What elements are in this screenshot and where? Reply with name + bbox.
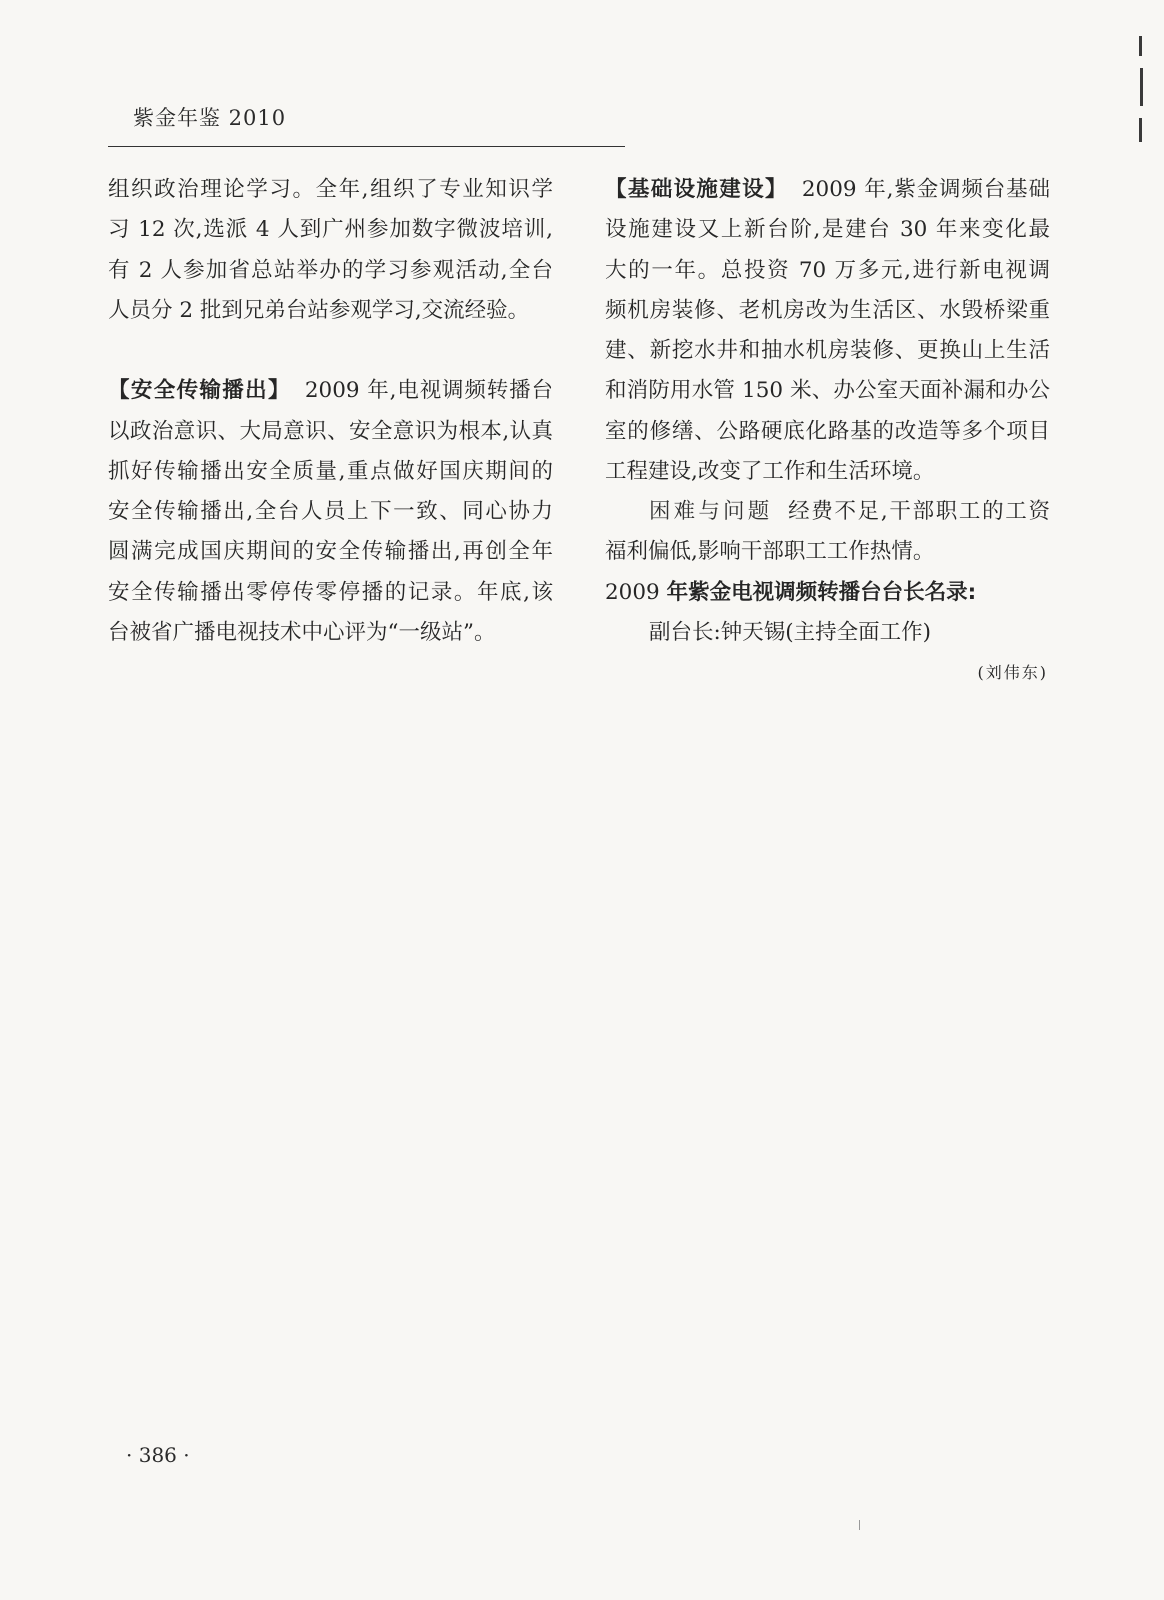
body-line: 台被省广播电视技术中心评为“一级站”。	[108, 619, 496, 645]
roster-title	[605, 573, 1050, 613]
section-heading-problems: 困难与问题	[649, 499, 773, 524]
section-heading-line	[108, 371, 553, 411]
roster-year: 2009	[605, 579, 660, 605]
section-heading-line-text: 2009 年,电视调频转播台	[304, 378, 553, 404]
problems-line-text: 经费不足,干部职工的工资	[786, 499, 1050, 524]
body-line: 安全传输播出零停传零停播的记录。年底,该	[108, 579, 553, 605]
body-line: 建、新挖水井和抽水机房装修、更换山上生活	[605, 338, 1050, 363]
body-line: 组织政治理论学习。全年,组织了专业知识学	[108, 177, 553, 202]
body-line: 人员分 2 批到兄弟台站参观学习,交流经验。	[108, 297, 530, 323]
body-line: 频机房装修、老机房改为生活区、水毁桥梁重	[605, 297, 1050, 323]
body-line: 和消防用水管 150 米、办公室天面补漏和办公	[605, 378, 1050, 404]
scan-edge-mark	[1139, 36, 1142, 56]
roster-entry: 副台长:钟天锡(主持全面工作)	[649, 619, 932, 645]
body-line: 设施建设又上新台阶,是建台 30 年来变化最	[605, 217, 1050, 243]
body-line: 工程建设,改变了工作和生活环境。	[605, 458, 935, 484]
author-credit: (刘伟东)	[977, 663, 1048, 682]
problems-heading-line	[605, 492, 1050, 532]
section-heading-line-text: 2009 年,紫金调频台基础	[801, 177, 1050, 202]
section-heading-safe-transmission: 【安全传输播出】	[108, 378, 291, 404]
running-header-title: 紫金年鉴 2010	[133, 106, 287, 130]
header-rule	[108, 146, 625, 147]
body-line: 圆满完成国庆期间的安全传输播出,再创全年	[108, 539, 553, 565]
body-line: 福利偏低,影响干部职工工作热情。	[605, 539, 935, 565]
roster-title-text: 年紫金电视调频转播台台长名录:	[666, 579, 977, 605]
body-line: 有 2 人参加省总站举办的学习参观活动,全台	[108, 257, 553, 283]
page-number: · 386 ·	[126, 1443, 190, 1467]
body-line: 室的修缮、公路硬底化路基的改造等多个项目	[605, 418, 1050, 444]
body-line: 习 12 次,选派 4 人到广州参加数字微波培训,	[108, 217, 553, 243]
section-heading-line	[605, 170, 1050, 210]
scan-speck	[859, 1520, 860, 1530]
scan-edge-mark	[1140, 68, 1143, 106]
right-column	[605, 170, 1050, 693]
paragraph-spacer	[108, 331, 553, 371]
body-line: 安全传输播出,全台人员上下一致、同心协力	[108, 499, 553, 524]
body-line: 抓好传输播出安全质量,重点做好国庆期间的	[108, 458, 553, 484]
left-column	[108, 170, 553, 653]
body-line: 大的一年。总投资 70 万多元,进行新电视调	[605, 257, 1050, 283]
body-line: 以政治意识、大局意识、安全意识为根本,认真	[108, 418, 553, 444]
section-heading-infrastructure: 【基础设施建设】	[605, 177, 788, 202]
scan-edge-mark	[1139, 118, 1142, 142]
